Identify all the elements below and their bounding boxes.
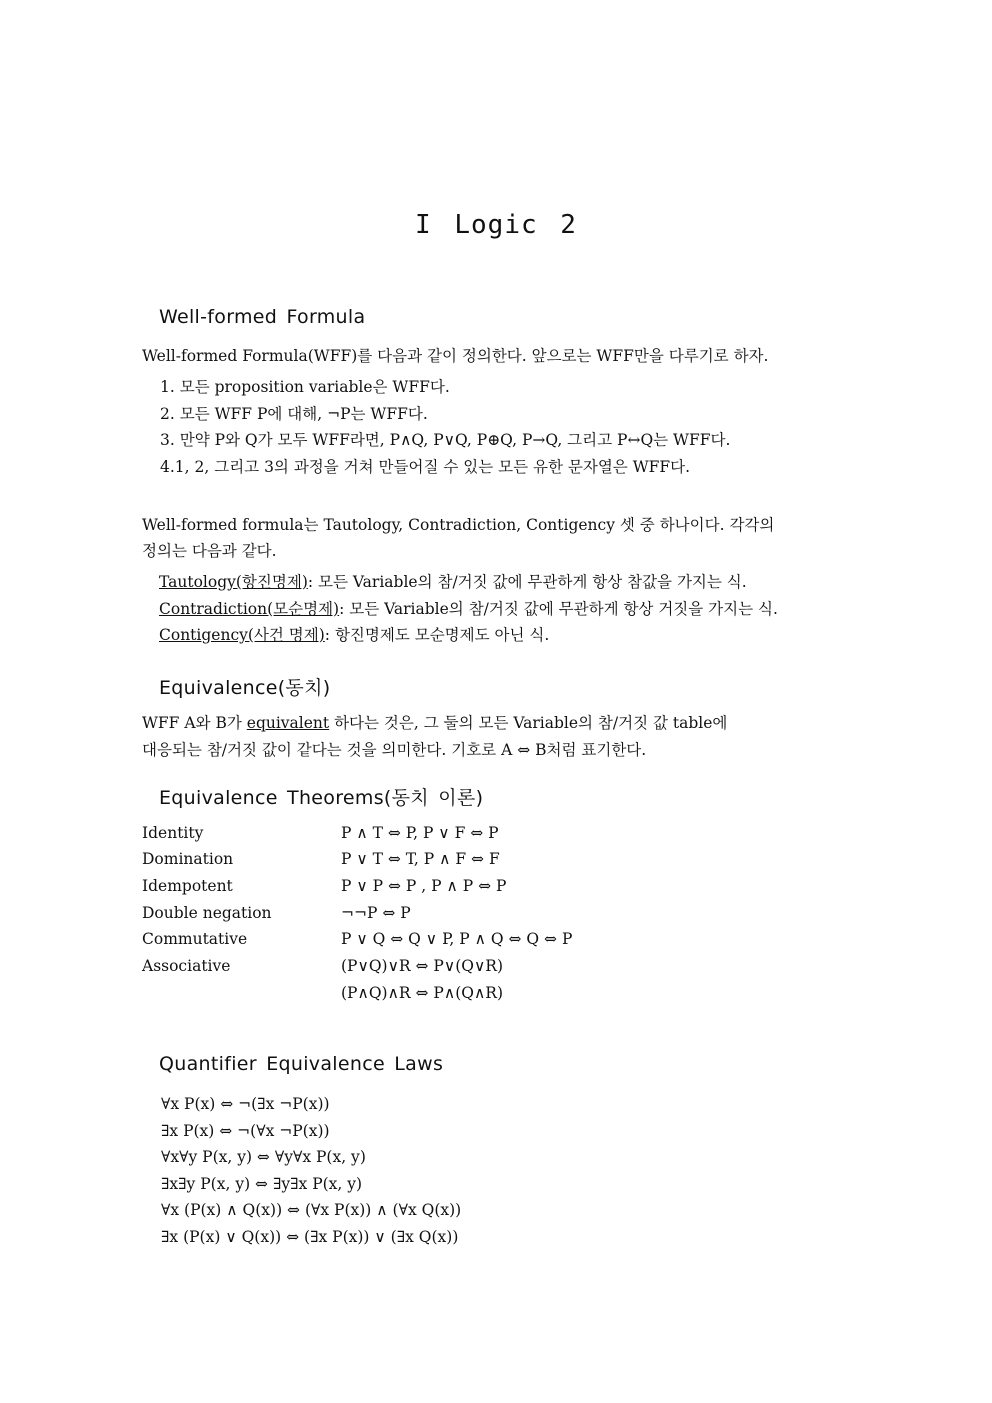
theorem-formula-double-negation: ¬¬P ⇔ P [341, 904, 411, 922]
theorem-formula-identity: P ∧ T ⇔ P, P ∨ F ⇔ P [341, 824, 499, 842]
wff-item-4: 4.1, 2, 그리고 3의 과정을 거쳐 만들어질 수 있는 모든 유한 문자열은 WFF다. [160, 458, 691, 476]
contigency-definition: : 항진명제도 모순명제도 아닌 식. [324, 626, 550, 644]
theorem-name-associative: Associative [142, 957, 231, 975]
wff-item-2: 2. 모든 WFF P에 대해, ¬P는 WFF다. [160, 405, 428, 423]
theorem-name-commutative: Commutative [142, 930, 248, 948]
theorem-name-double-negation: Double negation [142, 904, 272, 922]
contradiction-term: Contradiction(모순명제) [159, 600, 340, 618]
quantifier-law-5: ∀x (P(x) ∧ Q(x)) ⇔ (∀x P(x)) ∧ (∀x Q(x)) [161, 1201, 462, 1219]
page-title: I Logic 2 [415, 210, 577, 240]
wff-item-3: 3. 만약 P와 Q가 모두 WFF라면, P∧Q, P∨Q, P⊕Q, P→Q, 그리고 P↔Q는 WFF다. [160, 431, 731, 449]
equivalence-line-2: 대응되는 참/거짓 값이 같다는 것을 의미한다. 기호로 A ⇔ B처럼 표기한다. [142, 741, 647, 759]
contradiction-definition: : 모든 Variable의 참/거짓 값에 무관하게 항상 거짓을 가지는 식. [339, 600, 778, 618]
equivalent-term: equivalent [246, 714, 330, 732]
section-heading-wff: Well-formed Formula [159, 306, 366, 328]
contigency-term: Contigency(사건 명제) [159, 626, 325, 644]
theorem-formula-associative-and: (P∧Q)∧R ⇔ P∧(Q∧R) [341, 984, 504, 1002]
quantifier-law-2: ∃x P(x) ⇔ ¬(∀x ¬P(x)) [161, 1122, 330, 1140]
section-heading-equivalence: Equivalence(동치) [159, 677, 331, 699]
wff-types-intro-1: Well-formed formula는 Tautology, Contradiction, Contigency 셋 중 하나이다. 각각의 [142, 516, 775, 534]
wff-type-tautology [159, 572, 747, 592]
equivalence-line-1 [142, 713, 727, 733]
theorem-formula-commutative: P ∨ Q ⇔ Q ∨ P, P ∧ Q ⇔ Q ⇔ P [341, 930, 573, 948]
equivalence-line-1-post: 하다는 것은, 그 둘의 모든 Variable의 참/거짓 값 table에 [329, 714, 728, 732]
section-heading-quantifier: Quantifier Equivalence Laws [159, 1053, 444, 1075]
quantifier-law-3: ∀x∀y P(x, y) ⇔ ∀y∀x P(x, y) [161, 1148, 366, 1166]
quantifier-law-1: ∀x P(x) ⇔ ¬(∃x ¬P(x)) [161, 1095, 330, 1113]
wff-intro: Well-formed Formula(WFF)를 다음과 같이 정의한다. 앞으로는 WFF만을 다루기로 하자. [142, 347, 769, 365]
theorem-formula-associative-or: (P∨Q)∨R ⇔ P∨(Q∨R) [341, 957, 504, 975]
theorem-name-domination: Domination [142, 850, 234, 868]
tautology-term: Tautology(항진명제) [159, 573, 308, 591]
theorem-name-idempotent: Idempotent [142, 877, 233, 895]
wff-types-intro-2: 정의는 다음과 같다. [142, 542, 277, 560]
quantifier-law-4: ∃x∃y P(x, y) ⇔ ∃y∃x P(x, y) [161, 1175, 363, 1193]
section-heading-theorems: Equivalence Theorems(동치 이론) [159, 787, 484, 809]
equivalence-line-1-pre: WFF A와 B가 [142, 714, 247, 732]
quantifier-law-6: ∃x (P(x) ∨ Q(x)) ⇔ (∃x P(x)) ∨ (∃x Q(x)) [161, 1228, 459, 1246]
tautology-definition: : 모든 Variable의 참/거짓 값에 무관하게 항상 참값을 가지는 식. [307, 573, 747, 591]
wff-item-1: 1. 모든 proposition variable은 WFF다. [160, 378, 450, 396]
wff-type-contigency [159, 625, 549, 645]
wff-type-contradiction [159, 599, 778, 619]
theorem-name-identity: Identity [142, 824, 204, 842]
theorem-formula-domination: P ∨ T ⇔ T, P ∧ F ⇔ F [341, 850, 500, 868]
theorem-formula-idempotent: P ∨ P ⇔ P , P ∧ P ⇔ P [341, 877, 507, 895]
